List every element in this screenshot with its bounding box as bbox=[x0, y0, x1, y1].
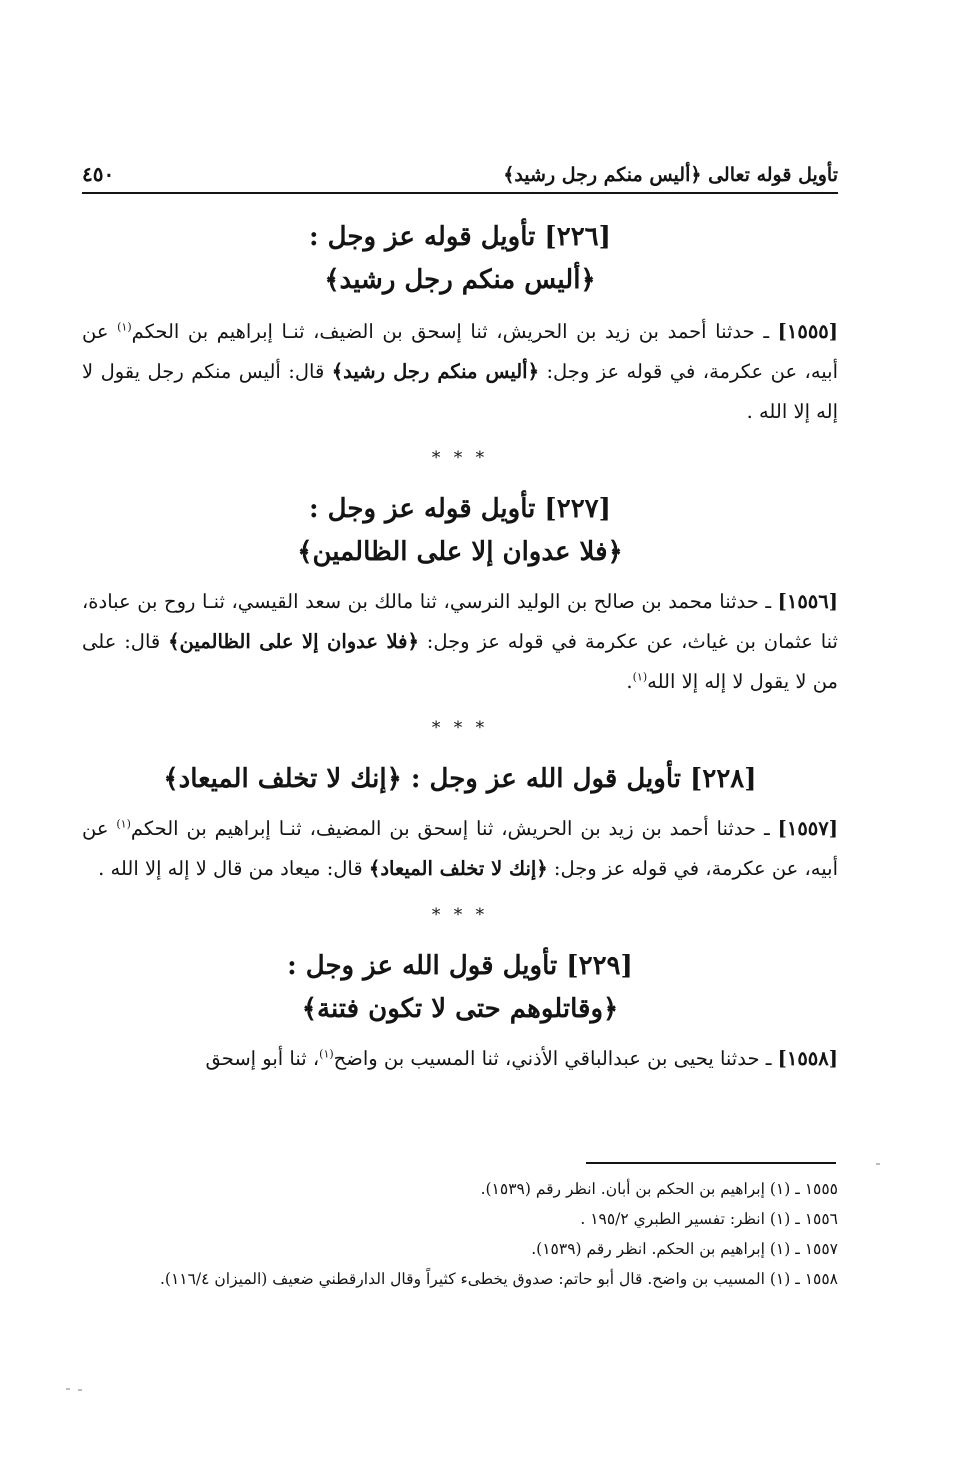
hadith-text: ـ حدثنا محمد بن صالح بن الوليد النرسي، ثنا مالك بن سعد القيسي، ثنـا روح بن عبادة، ثنا عثمان بن غياث، عن عكرمة في قوله عز وجل: bbox=[82, 590, 838, 653]
footnote-marker: (١) bbox=[117, 320, 132, 334]
chapter-title: [٢٢٧] تأويل قوله عز وجل : bbox=[309, 494, 611, 524]
hadith-text: قال: أليس منكم رجل يقول لا إله إلا الله . bbox=[82, 360, 838, 423]
hadith-text: . bbox=[626, 670, 633, 693]
hadith-number: [١٥٥٦] bbox=[777, 590, 838, 613]
footnote-marker: (١) bbox=[116, 817, 131, 831]
scan-speck bbox=[66, 1388, 70, 1390]
footnote: ١٥٥٨ ـ (١) المسيب بن واضح. قال أبو حاتم: صدوق يخطىء كثيراً وقال الدارقطني ضعيف (الميزان ١١٦/٤). bbox=[159, 1270, 838, 1288]
footnote: ١٥٥٧ ـ (١) إبراهيم بن الحكم. انظر رقم (١٥٣٩). bbox=[531, 1240, 838, 1258]
quran-verse: ﴿إنك لا تخلف الميعاد﴾ bbox=[368, 857, 548, 880]
footnote-rule bbox=[586, 1162, 836, 1164]
section-separator: * * * bbox=[431, 905, 489, 925]
chapter-title: [٢٢٦] تأويل قوله عز وجل : bbox=[309, 222, 611, 252]
footnote-marker: (١) bbox=[632, 670, 648, 684]
quran-verse: ﴿أليس منكم رجل رشيد﴾ bbox=[331, 360, 540, 383]
chapter-verse: ﴿فلا عدوان إلا على الظالمين﴾ bbox=[297, 537, 623, 567]
running-header bbox=[82, 150, 838, 194]
running-title: تأويل قوله تعالى ﴿أليس منكم رجل رشيد﴾ bbox=[503, 164, 838, 186]
hadith-text: عن أبيه، عن عكرمة، في قوله عز وجل: bbox=[82, 817, 838, 880]
hadith-1558 bbox=[82, 1039, 838, 1079]
chapter-heading-227 bbox=[82, 488, 838, 574]
hadith-number: [١٥٥٨] bbox=[777, 1047, 838, 1070]
footnote: ١٥٥٦ ـ (١) انظر: تفسير الطبري ١٩٥/٢ . bbox=[580, 1210, 838, 1228]
chapter-heading-229 bbox=[82, 945, 838, 1031]
chapter-title: [٢٢٩] تأويل قول الله عز وجل : bbox=[287, 951, 633, 981]
chapter-title: [٢٢٨] تأويل قول الله عز وجل : ﴿إنك لا تخلف الميعاد﴾ bbox=[163, 764, 757, 794]
hadith-1556 bbox=[82, 582, 838, 702]
hadith-number: [١٥٥٧] bbox=[777, 817, 838, 840]
hadith-text: ـ حدثنا أحمد بن زيد بن الحريش، ثنا إسحق بن الضيف، ثنـا إبراهيم بن الحكم bbox=[131, 320, 778, 343]
hadith-text: ـ حدثنا أحمد بن زيد بن الحريش، ثنا إسحق بن المضيف، ثنـا إبراهيم بن الحكم bbox=[130, 817, 778, 840]
hadith-1557 bbox=[82, 809, 838, 889]
hadith-1555 bbox=[82, 312, 838, 432]
scan-speck bbox=[78, 1389, 82, 1391]
hadith-text: قال: على من لا يقول لا إله إلا الله bbox=[82, 630, 838, 693]
scan-speck bbox=[876, 1163, 880, 1165]
chapter-verse: ﴿أليس منكم رجل رشيد﴾ bbox=[324, 265, 596, 295]
hadith-number: [١٥٥٥] bbox=[777, 320, 839, 343]
hadith-text: ـ حدثنا يحيى بن عبدالباقي الأذني، ثنا المسيب بن واضح bbox=[333, 1047, 778, 1070]
footnotes bbox=[82, 1174, 838, 1294]
book-page bbox=[82, 150, 838, 1079]
footnote-marker: (١) bbox=[319, 1047, 334, 1061]
section-separator: * * * bbox=[431, 448, 489, 468]
hadith-text: ، ثنا أبو إسحق bbox=[205, 1047, 320, 1070]
page-number: ٤٥٠ bbox=[82, 162, 115, 186]
quran-verse: ﴿فلا عدوان إلا على الظالمين﴾ bbox=[168, 630, 419, 653]
section-separator: * * * bbox=[431, 718, 489, 738]
hadith-text: قال: ميعاد من قال لا إله إلا الله . bbox=[98, 857, 369, 880]
chapter-heading-226 bbox=[82, 216, 838, 302]
footnote: ١٥٥٥ ـ (١) إبراهيم بن الحكم بن أبان. انظر رقم (١٥٣٩). bbox=[480, 1180, 838, 1198]
chapter-heading-228 bbox=[82, 758, 838, 801]
hadith-text: عن أبيه، عن عكرمة، في قوله عز وجل: bbox=[82, 320, 839, 383]
chapter-verse: ﴿وقاتلوهم حتى لا تكون فتنة﴾ bbox=[301, 994, 619, 1024]
